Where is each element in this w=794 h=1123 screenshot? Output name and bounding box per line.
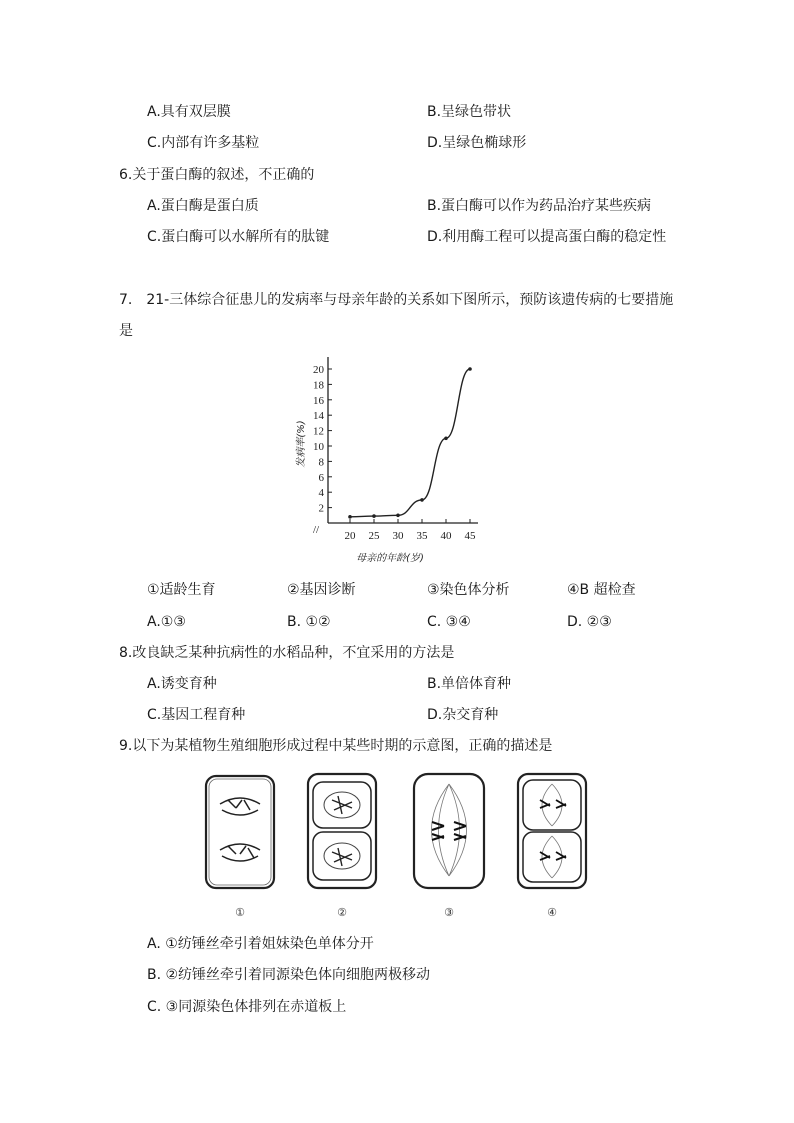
chart-y-label: 发病率(%): [296, 420, 307, 468]
q7-choice-b: B. ①②: [287, 614, 331, 630]
chart-point: [444, 437, 448, 441]
q9-option-b: B. ②纺锤丝牵引着同源染色体向细胞两极移动: [147, 967, 431, 983]
chart-point: [372, 514, 376, 518]
q5-option-a: A.具有双层膜: [147, 104, 231, 120]
chart-y-tick-label: 2: [318, 502, 324, 515]
q6-option-a: A.蛋白酶是蛋白质: [147, 198, 259, 214]
chart-x-tick-label: 20: [344, 530, 356, 542]
q7-measure-1: ①适龄生育: [147, 582, 216, 598]
q7-stem-line2: 是: [119, 323, 133, 339]
cell-1: [206, 776, 274, 919]
chart-y-ticks: [313, 364, 332, 515]
incidence-chart: [280, 345, 490, 570]
chart-y-tick-label: 8: [318, 456, 324, 469]
chart-y-tick-label: 18: [313, 379, 324, 392]
cell-1-label: ①: [235, 907, 245, 919]
meiosis-diagram: [200, 770, 600, 920]
chart-x-tick-label: 40: [440, 530, 452, 542]
q7-measure-4: ④B 超检查: [567, 582, 636, 598]
chart-y-tick-label: 10: [313, 441, 324, 453]
q8-option-a: A.诱变育种: [147, 676, 217, 692]
q7-stem-line1: 7. 21-三体综合征患儿的发病率与母亲年龄的关系如下图所示，预防该遗传病的七要措施: [119, 292, 674, 308]
chart-x-tick-label: 25: [368, 530, 380, 542]
q7-choice-a: A.①③: [147, 614, 186, 630]
chart-y-tick-label: 4: [318, 487, 324, 500]
q7-measure-3: ③染色体分析: [427, 582, 510, 598]
q5-option-b: B.呈绿色带状: [427, 104, 512, 120]
chart-points: [348, 367, 472, 518]
q8-option-b: B.单倍体育种: [427, 676, 512, 692]
q7-choice-c: C. ③④: [427, 614, 471, 630]
q7-choice-d: D. ②③: [567, 614, 612, 630]
chart-point: [420, 498, 424, 502]
chart-series: [350, 369, 470, 517]
cell-2: [308, 774, 376, 919]
chart-x-tick-label: 30: [392, 530, 404, 542]
q5-option-d: D.呈绿色椭球形: [427, 135, 527, 151]
chart-y-tick-label: 6: [318, 471, 324, 484]
chart-y-tick-label: 20: [313, 364, 324, 376]
chart-y-tick-label: 12: [313, 425, 324, 438]
q9-option-a: A. ①纺锤丝牵引着姐妹染色单体分开: [147, 936, 374, 952]
q5-option-c: C.内部有许多基粒: [147, 135, 260, 151]
chart-x-tick-label: 35: [416, 530, 428, 542]
q7-measure-2: ②基因诊断: [287, 582, 356, 598]
q6-option-c: C.蛋白酶可以水解所有的肽键: [147, 229, 330, 245]
q8-option-c: C.基因工程育种: [147, 707, 246, 723]
cell-4-label: ④: [547, 907, 557, 919]
cell-2-label: ②: [337, 907, 347, 919]
chart-y-tick-label: 14: [313, 410, 324, 423]
q9-option-c: C. ③同源染色体排列在赤道板上: [147, 999, 347, 1015]
q6-option-b: B.蛋白酶可以作为药品治疗某些疾病: [427, 198, 652, 214]
chart-y-tick-label: 16: [313, 394, 324, 407]
chart-x-tick-label: 45: [464, 530, 476, 542]
q8-stem: 8.改良缺乏某种抗病性的水稻品种，不宜采用的方法是: [119, 645, 455, 661]
chart-axes: [328, 357, 478, 523]
q9-stem: 9.以下为某植物生殖细胞形成过程中某些时期的示意图，正确的描述是: [119, 738, 553, 754]
cell-3: [414, 774, 484, 919]
cell-4: [518, 774, 586, 919]
cell-3-label: ③: [444, 907, 454, 919]
chart-x-label: 母亲的年龄(岁): [356, 553, 424, 564]
chart-series-line: [350, 369, 470, 517]
chart-axis-break: //: [312, 524, 320, 536]
q6-stem: 6.关于蛋白酶的叙述，不正确的: [119, 167, 315, 183]
q8-option-d: D.杂交育种: [427, 707, 499, 723]
chart-point: [348, 515, 352, 519]
q6-option-d: D.利用酶工程可以提高蛋白酶的稳定性: [427, 229, 667, 245]
chart-point: [396, 514, 400, 518]
chart-point: [468, 367, 472, 371]
